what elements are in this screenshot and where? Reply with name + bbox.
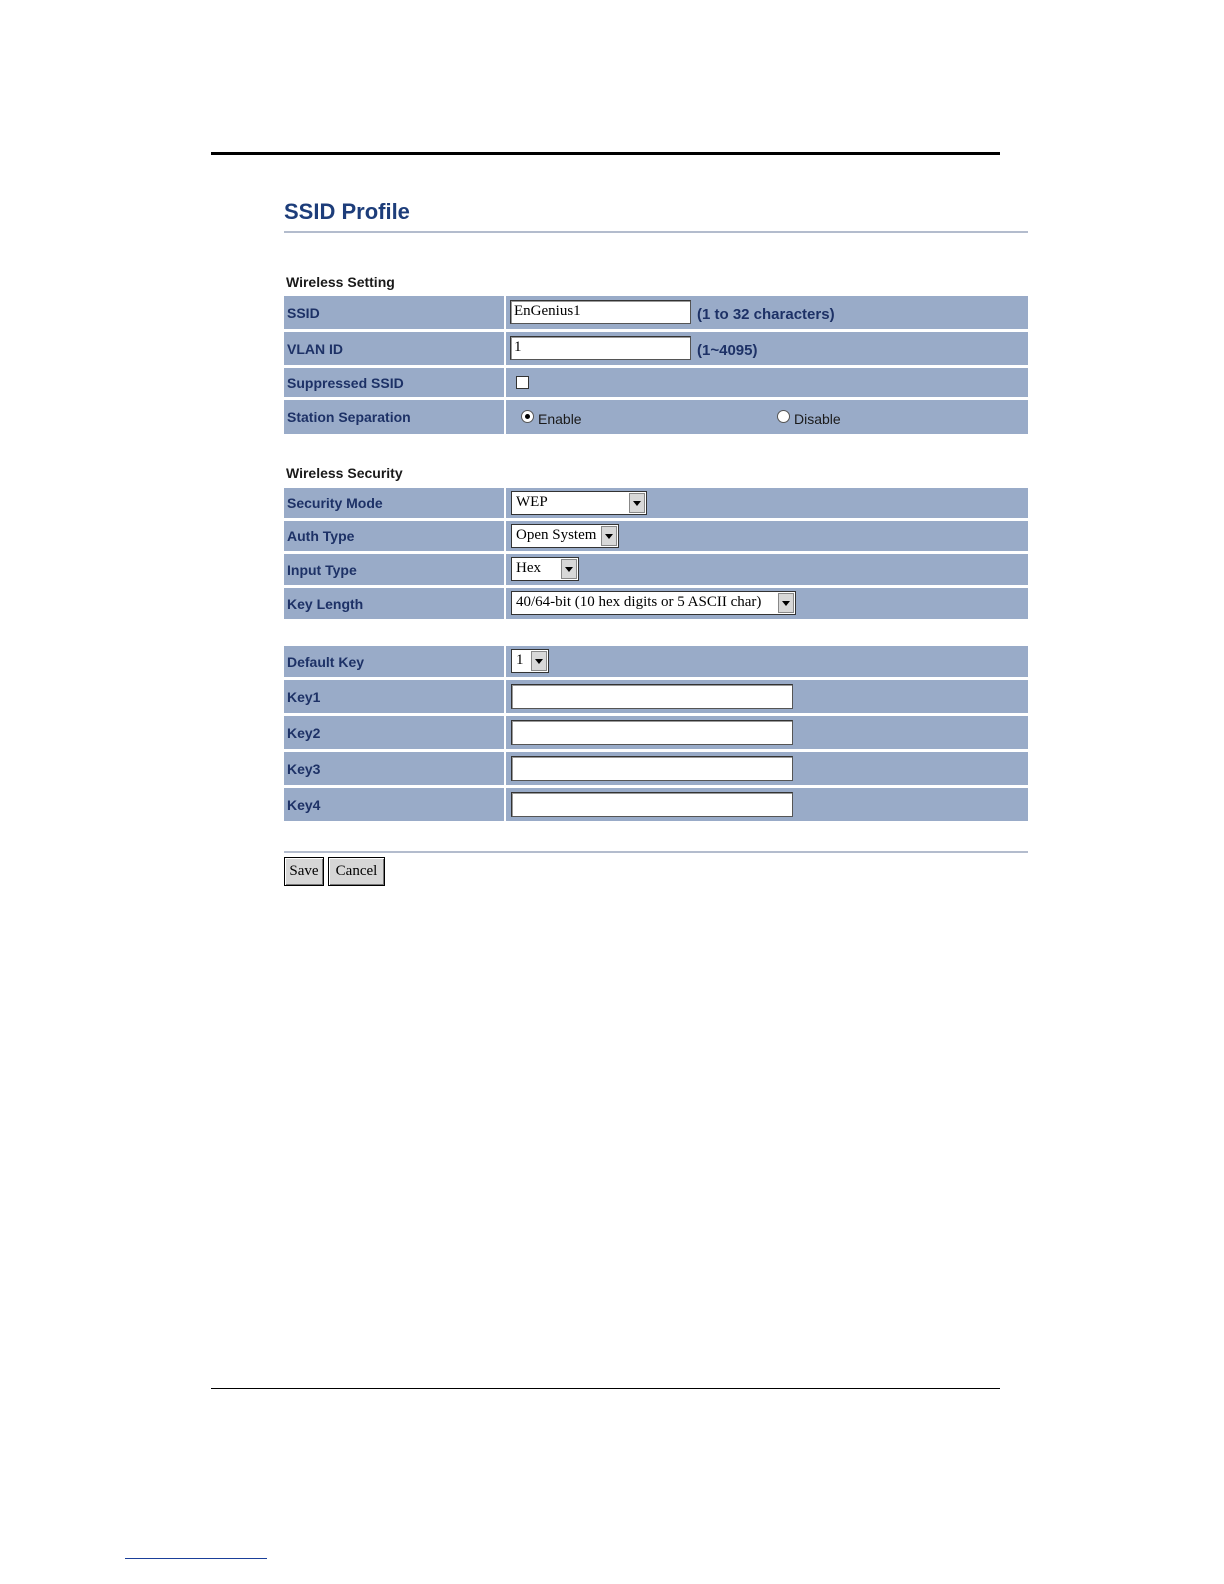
chevron-down-icon[interactable] — [561, 559, 577, 579]
ssid-input[interactable]: EnGenius1 — [510, 300, 691, 324]
security-mode-select[interactable] — [511, 491, 647, 515]
vlan-id-input[interactable]: 1 — [510, 336, 691, 360]
chevron-down-icon[interactable] — [531, 651, 547, 671]
title-divider — [284, 231, 1028, 233]
input-type-row — [284, 554, 1028, 585]
chevron-down-icon[interactable] — [778, 593, 794, 613]
input-type-value: Hex — [516, 560, 541, 576]
vlan-id-label: VLAN ID — [284, 332, 506, 365]
key3-input[interactable] — [511, 756, 793, 781]
auth-type-row — [284, 521, 1028, 551]
key3-label: Key3 — [284, 752, 506, 785]
station-separation-enable-label: Enable — [538, 411, 582, 427]
default-key-value: 1 — [516, 652, 524, 668]
page-top-rule — [211, 152, 1000, 155]
key1-row — [284, 680, 1028, 713]
footnote-rule — [125, 1558, 267, 1559]
station-separation-label: Station Separation — [284, 400, 506, 434]
chevron-down-icon[interactable] — [601, 526, 617, 546]
ssid-hint: (1 to 32 characters) — [697, 306, 835, 323]
station-separation-disable-radio[interactable] — [777, 410, 790, 423]
wireless-setting-heading: Wireless Setting — [286, 274, 395, 290]
auth-type-select[interactable] — [511, 524, 619, 548]
input-type-select[interactable] — [511, 557, 579, 581]
chevron-down-icon[interactable] — [629, 493, 645, 513]
vlan-id-hint: (1~4095) — [697, 342, 758, 359]
suppressed-ssid-label: Suppressed SSID — [284, 368, 506, 397]
key-length-row — [284, 588, 1028, 619]
page-title: SSID Profile — [284, 199, 410, 224]
security-mode-row — [284, 488, 1028, 518]
key1-input[interactable] — [511, 684, 793, 709]
ssid-row — [284, 296, 1028, 329]
wireless-security-heading: Wireless Security — [286, 465, 403, 481]
key1-label: Key1 — [284, 680, 506, 713]
station-separation-enable-radio[interactable] — [521, 410, 534, 423]
key4-label: Key4 — [284, 788, 506, 821]
cancel-button[interactable]: Cancel — [328, 857, 385, 886]
auth-type-label: Auth Type — [284, 521, 506, 551]
key2-label: Key2 — [284, 716, 506, 749]
key4-input[interactable] — [511, 792, 793, 817]
auth-type-value: Open System — [516, 527, 597, 543]
key4-row — [284, 788, 1028, 821]
station-separation-row — [284, 400, 1028, 434]
default-key-label: Default Key — [284, 646, 506, 677]
key2-row — [284, 716, 1028, 749]
save-button[interactable]: Save — [284, 857, 324, 886]
vlan-id-row — [284, 332, 1028, 365]
station-separation-disable-label: Disable — [794, 411, 841, 427]
key-length-value: 40/64-bit (10 hex digits or 5 ASCII char) — [516, 594, 762, 610]
button-divider — [284, 851, 1028, 853]
default-key-row — [284, 646, 1028, 677]
default-key-select[interactable] — [511, 649, 549, 673]
key2-input[interactable] — [511, 720, 793, 745]
ssid-label: SSID — [284, 296, 506, 329]
page-bottom-rule — [211, 1388, 1000, 1389]
security-mode-value: WEP — [516, 494, 548, 510]
security-mode-label: Security Mode — [284, 488, 506, 518]
key3-row — [284, 752, 1028, 785]
key-length-label: Key Length — [284, 588, 506, 619]
suppressed-ssid-checkbox[interactable] — [516, 376, 529, 389]
input-type-label: Input Type — [284, 554, 506, 585]
key-length-select[interactable] — [511, 591, 796, 615]
suppressed-ssid-row — [284, 368, 1028, 397]
